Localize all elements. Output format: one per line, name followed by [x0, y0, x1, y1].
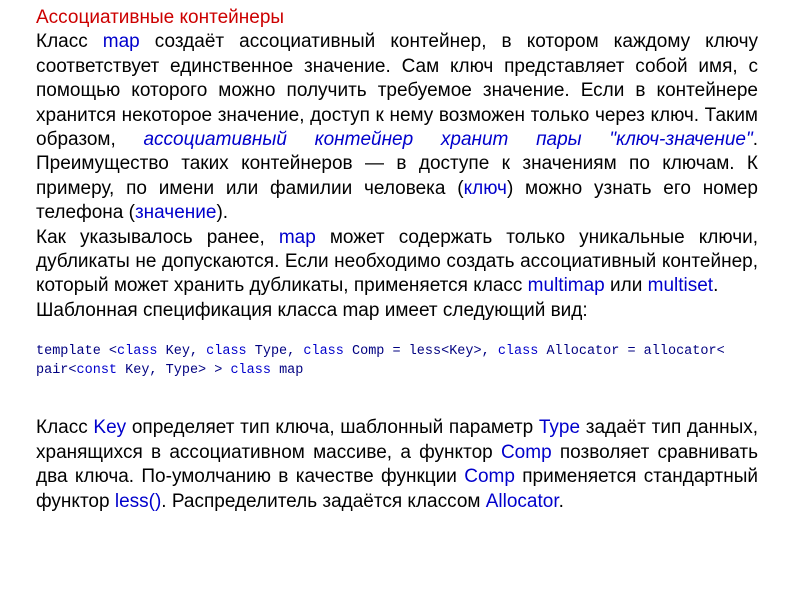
- text: может содержать только уникальные ключи, дубликаты не допускаются. Если необходимо создать ассоциативный контейнер, который может хранить дубликаты, применяется класс: [36, 226, 758, 297]
- code-keyword: const: [76, 363, 118, 379]
- text: .: [558, 490, 564, 512]
- code-text: template <: [36, 344, 118, 360]
- keyword-multimap: multimap: [527, 275, 605, 297]
- text: Класс: [36, 31, 103, 53]
- keyword-key: ключ: [463, 177, 507, 199]
- keyword-less: less(): [114, 490, 162, 512]
- text: или: [604, 275, 648, 297]
- keyword-multiset: multiset: [647, 275, 714, 297]
- keyword-key-type: Key: [93, 417, 127, 439]
- text: ).: [216, 202, 229, 224]
- keyword-map: map: [102, 31, 140, 53]
- text: .: [713, 275, 719, 297]
- code-keyword: class: [117, 344, 158, 360]
- code-text: map: [270, 363, 304, 379]
- paragraph-unique: [36, 226, 758, 299]
- keyword-value: значение: [134, 202, 217, 224]
- page-title: Ассоциативные контейнеры: [36, 7, 285, 28]
- slide-content: [36, 6, 758, 514]
- text: определяет тип ключа, шаблонный параметр: [126, 417, 539, 439]
- code-text: Key, Type> >: [117, 363, 231, 379]
- text: задаёт тип данных, хранящихся в ассоциативном массиве, а функтор: [36, 417, 759, 463]
- code-text: Type,: [246, 344, 304, 360]
- keyword-type: Type: [538, 417, 581, 439]
- paragraph-intro: [36, 30, 758, 225]
- keyword-comp: Comp: [464, 466, 515, 488]
- code-text: Key,: [157, 344, 207, 360]
- text: . Распределитель задаётся классом: [161, 490, 486, 512]
- paragraph-template-intro: Шаблонная спецификация класса map имеет следующий вид:: [36, 299, 588, 321]
- code-block: [36, 342, 758, 380]
- text: создаёт ассоциативный контейнер, в котором каждому ключу соответствует единственное значение. Сам ключ представляет собой имя, с помощью которого можно получить требуемое значение. Если в контейнере хранится некоторое значение, доступ к нему возможен только через ключ. Таким образом,: [36, 31, 759, 151]
- text: Класс: [36, 417, 94, 439]
- code-text: Comp = less<Key>,: [343, 344, 498, 360]
- code-keyword: class: [303, 344, 344, 360]
- keyword-comp: Comp: [500, 441, 552, 463]
- text: ) можно узнать его номер телефона (: [36, 177, 758, 224]
- code-text: Allocator = allocator< pair<: [36, 344, 733, 379]
- text: применяется стандартный функтор: [36, 466, 759, 512]
- keyword-map: map: [278, 226, 316, 248]
- paragraph-params: [36, 416, 758, 514]
- text: позволяет сравнивать два ключа. По-умолчанию в качестве функции: [36, 441, 759, 488]
- code-keyword: class: [230, 363, 271, 379]
- keyword-allocator: Allocator: [485, 490, 559, 512]
- emphasis-text: ассоциативный контейнер хранит пары "ключ-значение": [143, 129, 753, 151]
- text: Как указывалось ранее,: [36, 226, 279, 248]
- text: . Преимущество таких контейнеров — в доступе к значениям по ключам. К примеру, по имени или фамилии человека (: [36, 129, 758, 199]
- code-keyword: class: [206, 344, 247, 360]
- code-keyword: class: [497, 344, 539, 360]
